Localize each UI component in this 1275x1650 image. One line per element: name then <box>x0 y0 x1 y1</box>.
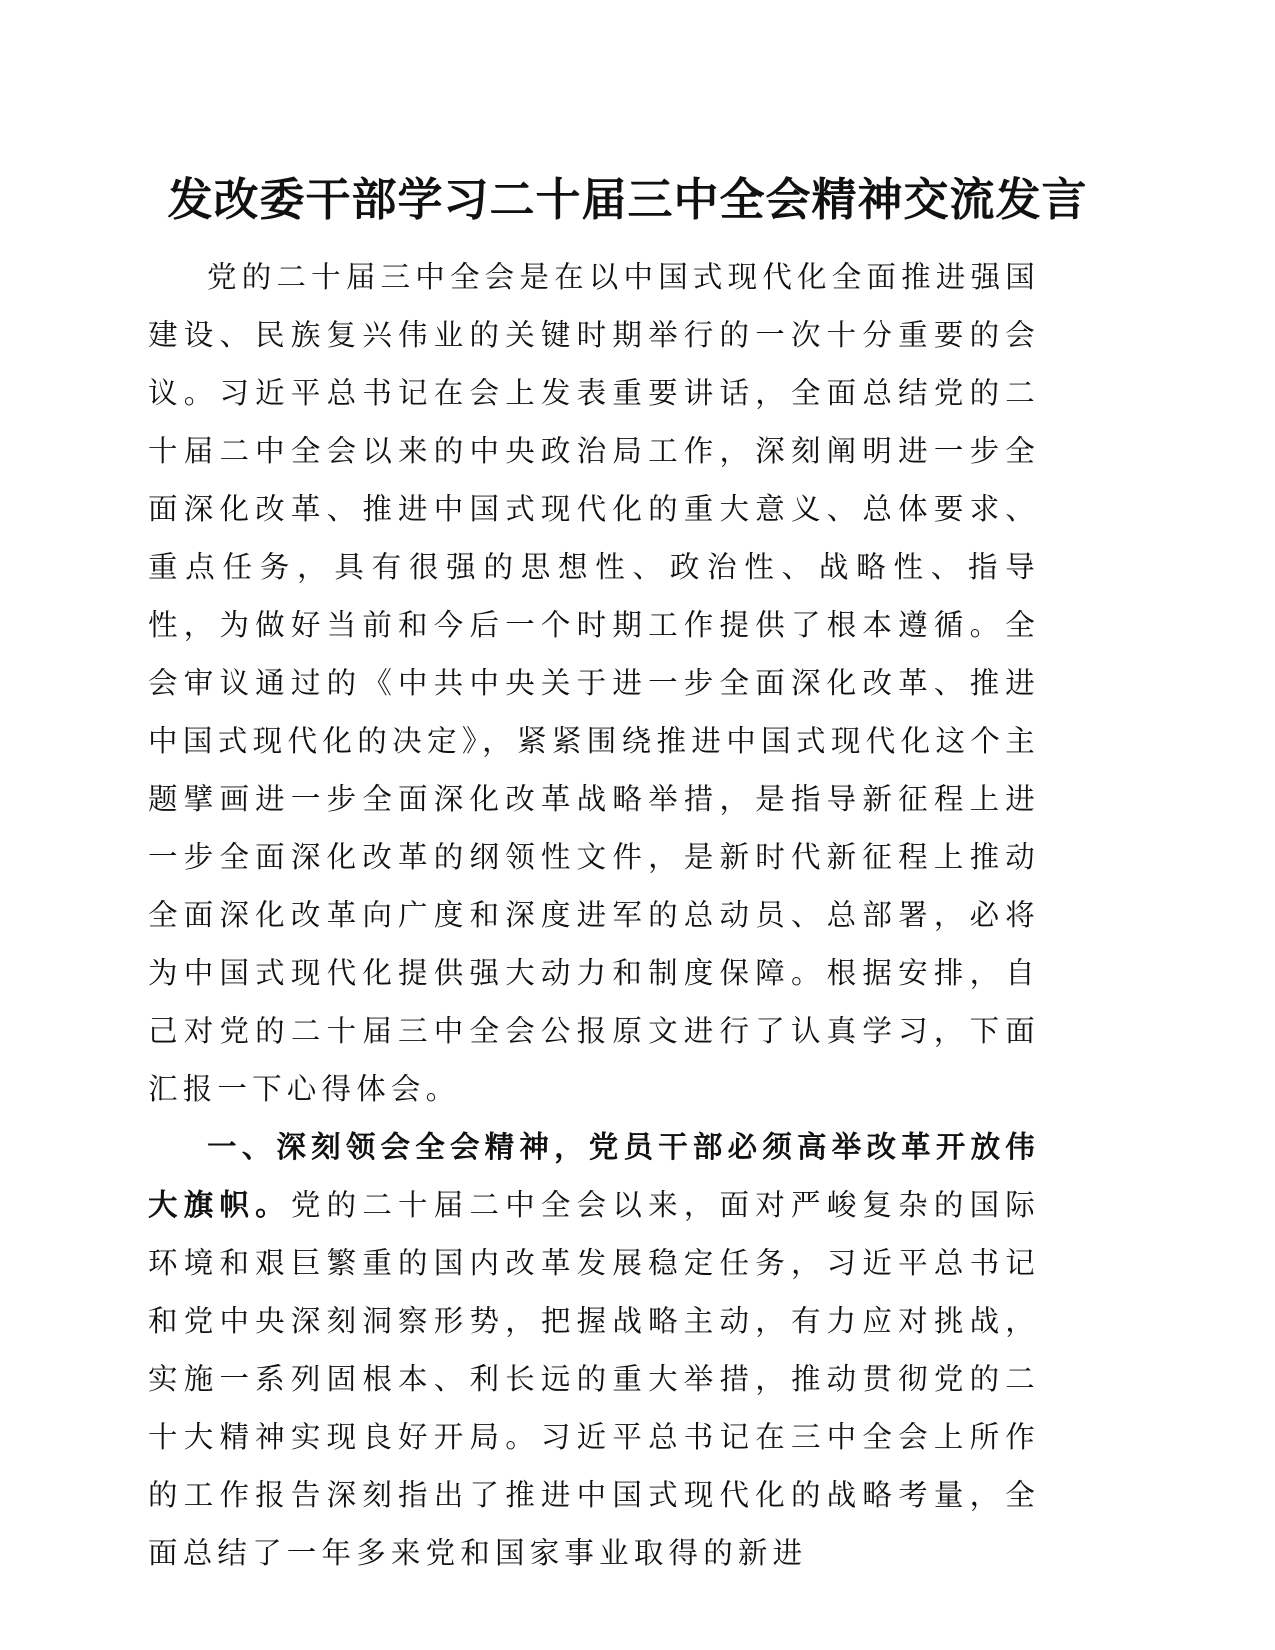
section-1-heading: 一、深刻领会全会精神，党员干部必须高举改革开放伟大旗帜。 <box>148 1129 1040 1222</box>
document-title: 发改委干部学习二十届三中全会精神交流发言 <box>167 173 1088 226</box>
intro-paragraph: 党的二十届三中全会是在以中国式现代化全面推进强国建设、民族复兴伟业的关键时期举行的一次十分重要的会议。习近平总书记在会上发表重要讲话，全面总结党的二十届二中全会以来的中央政治局工作，深刻阐明进一步全面深化改革、推进中国式现代化的重大意义、总体要求、重点任务，具有很强的思想性、政治性、战略性、指导性，为做好当前和今后一个时期工作提供了根本遵循。全会审议通过的《中共中央关于进一步全面深化改革、推进中国式现代化的决定》，紧紧围绕推进中国式现代化这个主题擘画进一步全面深化改革战略举措，是指导新征程上进一步全面深化改革的纲领性文件，是新时代新征程上推动全面深化改革向广度和深度进军的总动员、总部署，必将为中国式现代化提供强大动力和制度保障。根据安排，自己对党的二十届三中全会公报原文进行了认真学习，下面汇报一下心得体会。 <box>148 260 1040 1106</box>
section-1-text: 党的二十届二中全会以来，面对严峻复杂的国际环境和艰巨繁重的国内改革发展稳定任务，习近平总书记和党中央深刻洞察形势，把握战略主动，有力应对挑战，实施一系列固根本、利长远的重大举措，推动贯彻党的二十大精神实现良好开局。习近平总书记在三中全会上所作的工作报告深刻指出了推进中国式现代化的战略考量，全面总结了一年多来党和国家事业取得的新进 <box>148 1188 1040 1570</box>
document-body <box>148 248 1040 1582</box>
section-1-paragraph <box>148 1118 1040 1582</box>
